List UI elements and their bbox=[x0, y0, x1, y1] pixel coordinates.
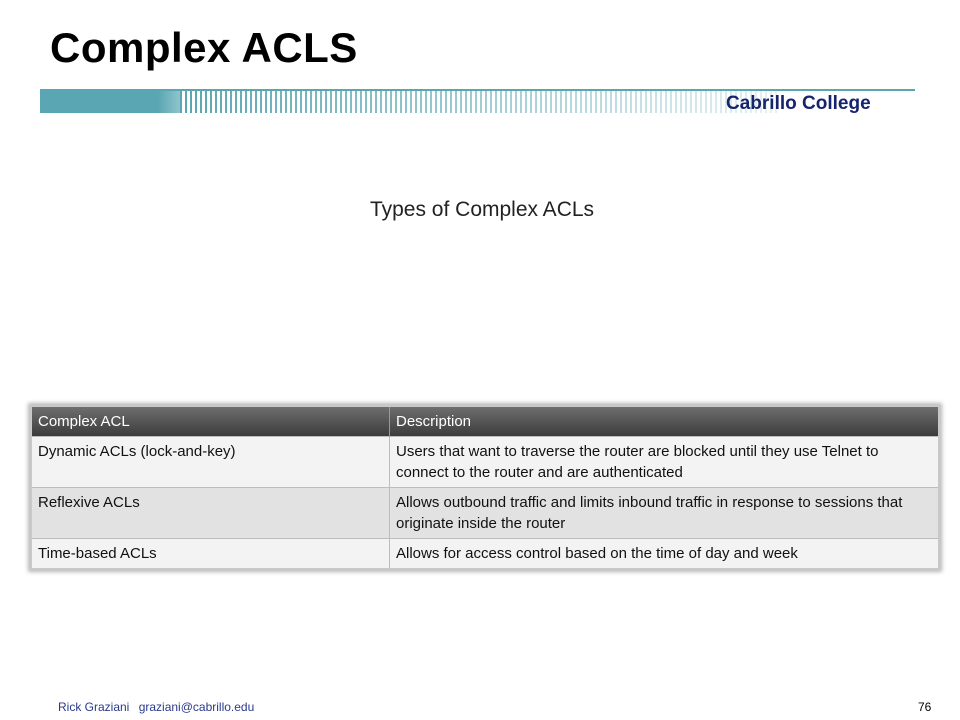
slide-subtitle bbox=[0, 198, 960, 222]
complex-acl-table bbox=[30, 405, 940, 570]
banner-stripes bbox=[180, 91, 780, 113]
table-row bbox=[31, 437, 939, 488]
acl-name-cell: Time-based ACLs bbox=[31, 539, 390, 570]
acl-description-cell: Users that want to traverse the router are blocked until they use Telnet to connect to the router and are authenticated bbox=[390, 437, 940, 488]
header-description: Description bbox=[390, 406, 940, 437]
header-banner bbox=[40, 89, 915, 115]
acl-description-cell: Allows outbound traffic and limits inbound traffic in response to sessions that originate inside the router bbox=[390, 488, 940, 539]
header-complex-acl: Complex ACL bbox=[31, 406, 390, 437]
banner-solid-block bbox=[40, 91, 158, 113]
footer-credits bbox=[58, 700, 254, 714]
subtitle-text: Types of Complex ACLs bbox=[369, 198, 595, 221]
slide-title: Complex ACLS bbox=[50, 24, 358, 71]
table-row bbox=[31, 539, 939, 570]
acl-name-cell: Reflexive ACLs bbox=[31, 488, 390, 539]
footer-email: graziani@cabrillo.edu bbox=[138, 700, 255, 714]
college-name: Cabrillo College bbox=[726, 93, 871, 114]
table-header-row bbox=[31, 406, 939, 437]
page-number: 76 bbox=[918, 700, 932, 714]
acl-name-cell: Dynamic ACLs (lock-and-key) bbox=[31, 437, 390, 488]
acl-description-cell: Allows for access control based on the time of day and week bbox=[390, 539, 940, 570]
table-row bbox=[31, 488, 939, 539]
footer-author: Rick Graziani bbox=[58, 700, 130, 714]
